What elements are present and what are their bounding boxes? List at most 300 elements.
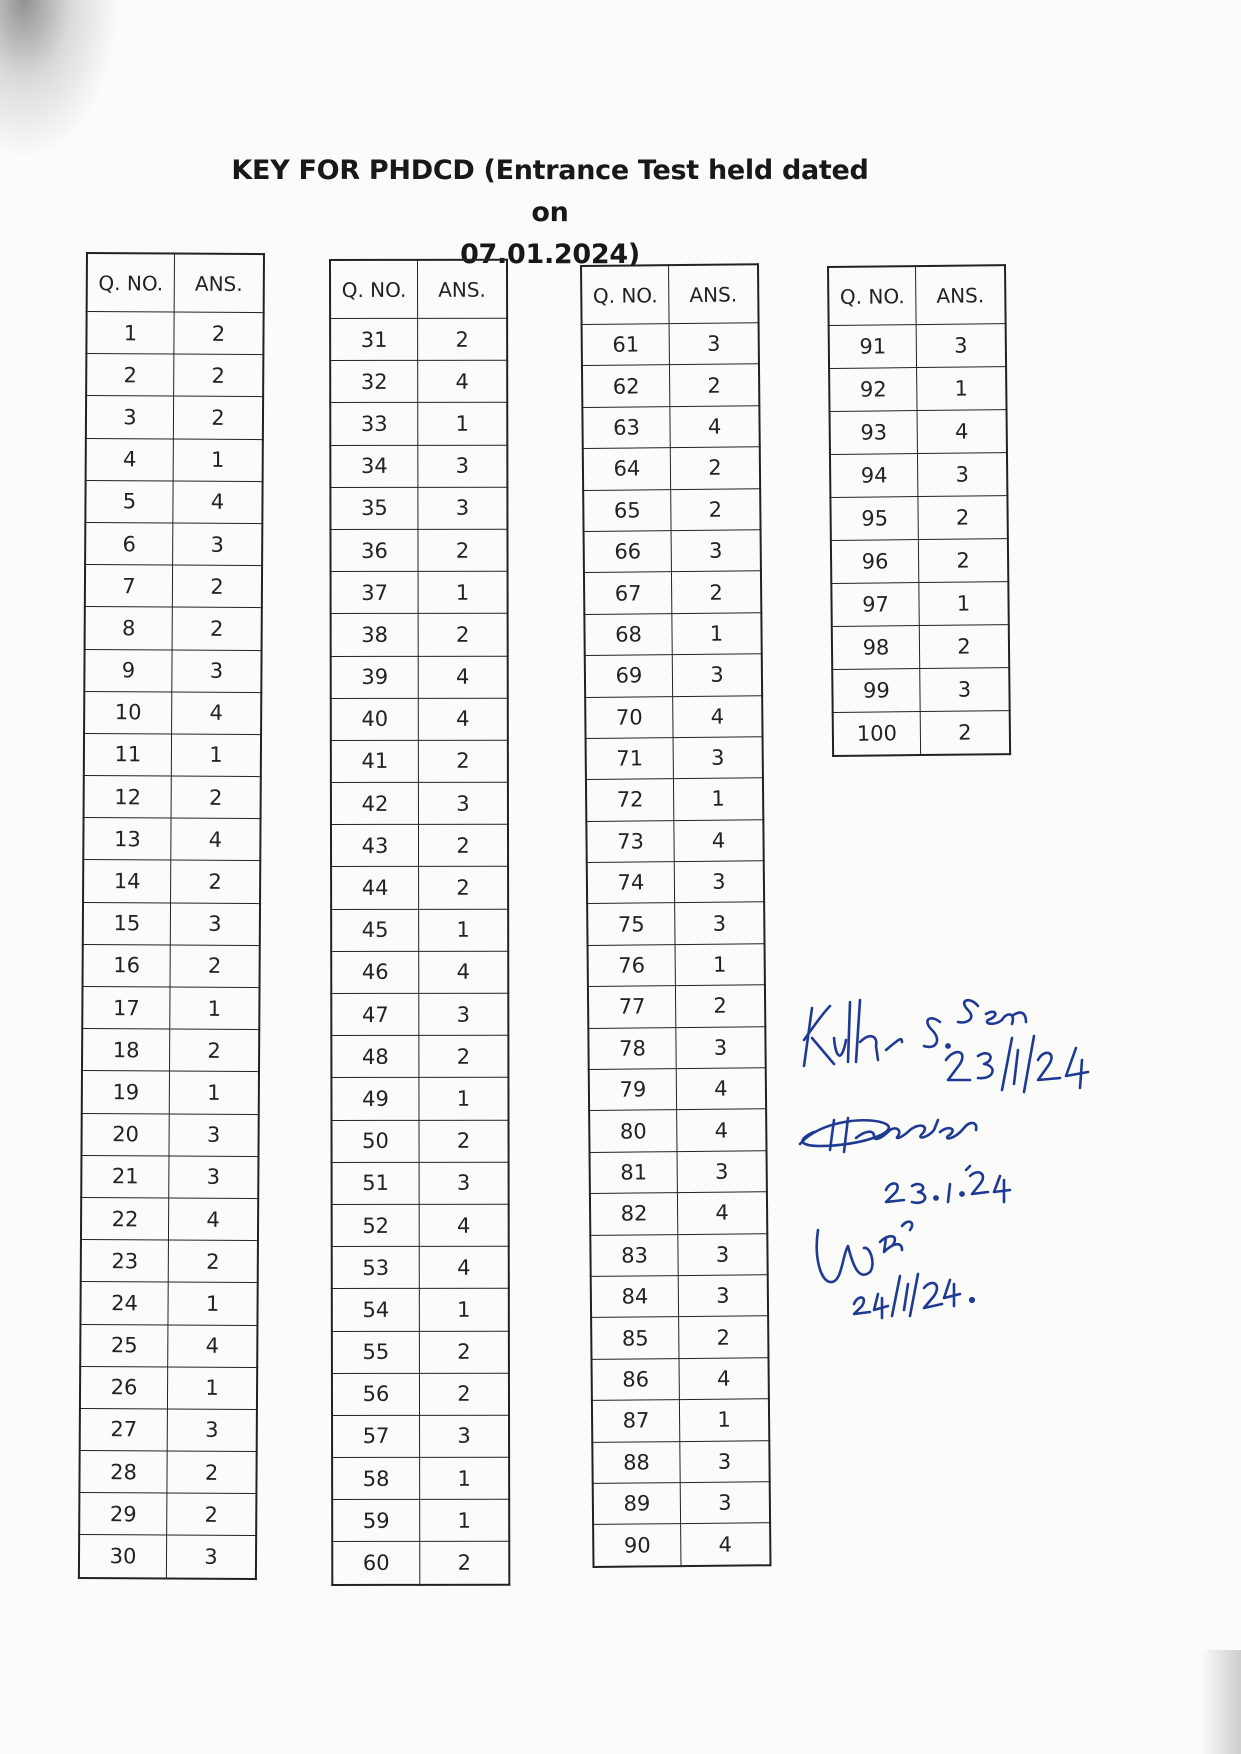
table-row [588, 1026, 765, 1069]
question-number-cell: 34 [330, 445, 418, 487]
table-row [85, 565, 262, 608]
question-number-cell: 46 [331, 951, 419, 993]
question-number-cell: 38 [331, 614, 419, 656]
answer-cell: 3 [420, 1415, 510, 1457]
answer-key-table-4 [827, 264, 1011, 757]
answer-cell: 4 [679, 1358, 769, 1400]
table-row [586, 778, 763, 821]
table-row [584, 530, 761, 573]
question-number-cell: 54 [332, 1289, 420, 1331]
ans-header: ANS. [174, 254, 264, 313]
table-row [332, 1331, 509, 1373]
answer-cell: 2 [172, 607, 262, 650]
table-row [80, 1324, 257, 1367]
question-number-cell: 36 [330, 529, 418, 571]
answer-cell: 2 [167, 1493, 257, 1536]
question-number-cell: 75 [587, 903, 675, 945]
answer-cell: 3 [166, 1535, 256, 1578]
table-row [86, 396, 263, 439]
question-number-cell: 14 [83, 860, 171, 903]
table-row [86, 312, 263, 355]
question-number-cell: 79 [589, 1069, 677, 1111]
question-number-cell: 29 [79, 1493, 167, 1536]
answer-cell: 3 [418, 782, 508, 824]
table-row [332, 1373, 509, 1415]
question-number-cell: 2 [86, 354, 174, 397]
question-number-cell: 43 [331, 825, 419, 867]
question-number-cell: 1 [86, 312, 174, 355]
table-row [84, 776, 261, 819]
question-number-cell: 9 [84, 649, 172, 692]
table-row [332, 1204, 509, 1246]
question-number-cell: 80 [589, 1110, 677, 1152]
table-row [587, 902, 764, 945]
table-row [332, 1542, 509, 1585]
question-number-cell: 25 [80, 1324, 168, 1367]
table-row [585, 654, 762, 697]
answer-key-table-2 [329, 259, 510, 1586]
question-number-cell: 85 [591, 1317, 679, 1359]
table-row [331, 740, 508, 782]
question-number-cell: 18 [82, 1029, 170, 1072]
table-row [582, 364, 759, 407]
table-row [331, 993, 508, 1035]
answer-cell: 4 [418, 698, 508, 740]
question-number-cell: 35 [330, 487, 418, 529]
table-row [85, 607, 262, 650]
answer-cell: 2 [418, 740, 508, 782]
question-number-cell: 8 [85, 607, 173, 650]
answer-cell: 3 [173, 523, 263, 566]
question-number-cell: 58 [332, 1457, 420, 1499]
table-row [332, 1162, 509, 1204]
answer-cell: 3 [167, 1409, 257, 1452]
table-row [589, 1068, 766, 1111]
table-row [592, 1358, 769, 1401]
question-number-cell: 73 [586, 820, 674, 862]
question-number-cell: 92 [829, 368, 917, 412]
question-number-cell: 52 [332, 1204, 420, 1246]
answer-cell: 2 [671, 488, 761, 530]
table-row [82, 986, 259, 1029]
table-row [590, 1233, 767, 1276]
table-row [83, 902, 260, 945]
ans-header: ANS. [916, 265, 1006, 324]
table-row [592, 1440, 769, 1483]
table-row [332, 1415, 509, 1457]
question-number-cell: 56 [332, 1373, 420, 1415]
table-row [86, 354, 263, 397]
question-number-cell: 33 [330, 403, 418, 445]
question-number-cell: 84 [591, 1276, 679, 1318]
answer-key-table-1 [78, 252, 265, 1580]
answer-cell: 1 [171, 734, 261, 777]
answer-cell: 4 [677, 1109, 767, 1151]
answer-cell: 2 [169, 1029, 259, 1072]
table-row [331, 782, 508, 824]
answer-cell: 3 [676, 1026, 766, 1068]
answer-cell: 3 [170, 903, 260, 946]
question-number-cell: 60 [332, 1542, 420, 1585]
table-row [591, 1275, 768, 1318]
answer-cell: 3 [419, 993, 509, 1035]
answer-cell: 1 [418, 403, 508, 445]
answer-cell: 3 [675, 902, 765, 944]
table-row [593, 1482, 770, 1525]
table-row [84, 649, 261, 692]
q-no-header: Q. NO. [581, 265, 669, 324]
table-row [593, 1523, 770, 1567]
question-number-cell: 64 [583, 448, 671, 490]
answer-cell: 1 [919, 582, 1009, 626]
answer-cell: 3 [677, 1151, 767, 1193]
table-row [833, 711, 1010, 756]
answer-cell: 2 [420, 1542, 510, 1585]
table-row [829, 324, 1006, 369]
question-number-cell: 12 [84, 776, 172, 819]
question-number-cell: 49 [331, 1078, 419, 1120]
question-number-cell: 44 [331, 867, 419, 909]
table-row [80, 1366, 257, 1409]
answer-cell: 1 [418, 571, 508, 613]
table-row [586, 819, 763, 862]
question-number-cell: 55 [332, 1331, 420, 1373]
ans-header: ANS. [669, 264, 759, 323]
table-row [332, 1289, 509, 1331]
table-row [85, 522, 262, 565]
table-row [590, 1151, 767, 1194]
answer-cell: 1 [170, 987, 260, 1030]
question-number-cell: 89 [593, 1483, 681, 1525]
question-number-cell: 98 [832, 626, 920, 670]
question-number-cell: 30 [79, 1535, 167, 1578]
answer-cell: 3 [169, 1114, 259, 1157]
answer-cell: 4 [171, 818, 261, 861]
table-row [80, 1408, 257, 1451]
table-row [330, 445, 507, 487]
answer-cell: 4 [168, 1325, 258, 1368]
signature-1 [804, 1000, 1088, 1092]
answer-cell: 4 [917, 410, 1007, 454]
question-number-cell: 87 [592, 1400, 680, 1442]
answer-cell: 2 [173, 396, 263, 439]
answer-cell: 3 [678, 1275, 768, 1317]
table-row [830, 453, 1007, 498]
question-number-cell: 62 [582, 365, 670, 407]
table-row [832, 625, 1009, 670]
question-number-cell: 57 [332, 1415, 420, 1457]
answer-cell: 3 [678, 1233, 768, 1275]
answer-cell: 3 [671, 530, 761, 572]
answer-cell: 1 [673, 778, 763, 820]
table-row [83, 944, 260, 987]
question-number-cell: 95 [830, 497, 918, 541]
answer-cell: 1 [917, 367, 1007, 411]
question-number-cell: 88 [592, 1441, 680, 1483]
answer-cell: 2 [419, 1331, 509, 1373]
q-no-header: Q. NO. [828, 266, 916, 325]
table-row [332, 1457, 509, 1499]
answer-cell: 1 [675, 944, 765, 986]
table-row [331, 909, 508, 951]
answer-cell: 1 [679, 1399, 769, 1441]
table-row [331, 867, 508, 909]
answer-cell: 3 [672, 654, 762, 696]
question-number-cell: 15 [83, 902, 171, 945]
signatures-block [790, 980, 1190, 1360]
answer-cell: 2 [669, 364, 759, 406]
question-number-cell: 47 [331, 993, 419, 1035]
answer-cell: 2 [419, 1373, 509, 1415]
table-row [80, 1282, 257, 1325]
answer-key-table-3 [580, 263, 771, 1567]
question-number-cell: 72 [586, 779, 674, 821]
question-number-cell: 65 [583, 489, 671, 531]
answer-cell: 3 [673, 737, 763, 779]
question-number-cell: 99 [832, 669, 920, 713]
answer-cell: 2 [918, 496, 1008, 540]
signature-3 [817, 1222, 974, 1318]
answer-cell: 2 [675, 985, 765, 1027]
table-row [830, 410, 1007, 455]
answer-cell: 2 [419, 867, 509, 909]
signature-2 [800, 1118, 1010, 1203]
table-row [81, 1240, 258, 1283]
question-number-cell: 19 [82, 1071, 170, 1114]
answer-cell: 4 [419, 951, 509, 993]
question-number-cell: 17 [82, 986, 170, 1029]
table-row [585, 695, 762, 738]
table-row [332, 1499, 509, 1541]
table-row [831, 539, 1008, 584]
table-row [330, 403, 507, 445]
question-number-cell: 96 [831, 540, 919, 584]
table-row [590, 1192, 767, 1235]
q-no-header: Q. NO. [330, 260, 418, 319]
answer-cell: 2 [168, 1240, 258, 1283]
question-number-cell: 100 [833, 712, 921, 756]
answer-cell: 4 [673, 695, 763, 737]
question-number-cell: 91 [829, 325, 917, 369]
answer-cell: 1 [173, 439, 263, 482]
table-row [584, 613, 761, 656]
document-title [230, 150, 870, 276]
question-number-cell: 97 [831, 583, 919, 627]
question-number-cell: 6 [85, 522, 173, 565]
question-number-cell: 31 [330, 318, 418, 360]
question-number-cell: 53 [332, 1246, 420, 1288]
answer-cell: 1 [419, 1289, 509, 1331]
question-number-cell: 20 [81, 1113, 169, 1156]
question-number-cell: 69 [585, 655, 673, 697]
answer-cell: 2 [419, 1035, 509, 1077]
question-number-cell: 21 [81, 1155, 169, 1198]
table-row [79, 1451, 256, 1494]
answer-cell: 3 [680, 1482, 770, 1524]
answer-cell: 1 [167, 1367, 257, 1410]
table-header-row [828, 265, 1006, 325]
answer-cell: 2 [171, 860, 261, 903]
table-row [82, 1029, 259, 1072]
question-number-cell: 86 [592, 1358, 680, 1400]
table-row [86, 438, 263, 481]
question-number-cell: 66 [584, 531, 672, 573]
question-number-cell: 94 [830, 454, 918, 498]
page-corner-shadow [0, 0, 120, 160]
question-number-cell: 28 [79, 1451, 167, 1494]
answer-cell: 3 [418, 445, 508, 487]
ans-header: ANS. [418, 260, 508, 319]
table-row [588, 944, 765, 987]
answer-cell: 2 [171, 776, 261, 819]
answer-cell: 3 [674, 861, 764, 903]
answer-cell: 2 [172, 565, 262, 608]
table-row [583, 447, 760, 490]
question-number-cell: 26 [80, 1366, 168, 1409]
table-header-row [330, 260, 507, 319]
answer-cell: 3 [669, 323, 759, 365]
question-number-cell: 4 [86, 438, 174, 481]
title-line-2: 07.01.2024) [460, 239, 640, 270]
title-line-1: KEY FOR PHDCD (Entrance Test held dated on [231, 155, 869, 228]
question-number-cell: 22 [81, 1197, 169, 1240]
question-number-cell: 68 [584, 613, 672, 655]
answer-cell: 3 [680, 1440, 770, 1482]
question-number-cell: 67 [584, 572, 672, 614]
table-row [85, 480, 262, 523]
table-row [331, 824, 508, 866]
question-number-cell: 27 [80, 1408, 168, 1451]
table-row [330, 529, 507, 571]
table-row [331, 1035, 508, 1077]
table-header-row [87, 253, 264, 313]
answer-cell: 4 [676, 1068, 766, 1110]
table-row [583, 488, 760, 531]
answer-cell: 1 [420, 1499, 510, 1541]
question-number-cell: 42 [331, 782, 419, 824]
question-number-cell: 41 [331, 740, 419, 782]
answer-cell: 4 [172, 692, 262, 735]
answer-cell: 1 [672, 613, 762, 655]
answer-cell: 3 [419, 1162, 509, 1204]
answer-cell: 2 [174, 354, 264, 397]
question-number-cell: 3 [86, 396, 174, 439]
answer-cell: 4 [419, 1204, 509, 1246]
table-row [81, 1155, 258, 1198]
answer-cell: 3 [418, 487, 508, 529]
question-number-cell: 83 [590, 1234, 678, 1276]
answer-cell: 4 [419, 1246, 509, 1288]
answer-cell: 2 [170, 945, 260, 988]
answer-cell: 2 [671, 571, 761, 613]
answer-cell: 4 [173, 481, 263, 524]
answer-cell: 3 [172, 650, 262, 693]
table-row [587, 861, 764, 904]
table-row [832, 668, 1009, 713]
question-number-cell: 39 [331, 656, 419, 698]
answer-cell: 2 [918, 539, 1008, 583]
question-number-cell: 63 [582, 406, 670, 448]
page-edge-shadow [1201, 1650, 1241, 1754]
question-number-cell: 32 [330, 361, 418, 403]
answer-cell: 1 [169, 1071, 259, 1114]
question-number-cell: 77 [588, 986, 676, 1028]
table-row [331, 951, 508, 993]
question-number-cell: 40 [331, 698, 419, 740]
question-number-cell: 90 [593, 1524, 681, 1567]
table-row [584, 571, 761, 614]
answer-cell: 2 [670, 447, 760, 489]
answer-cell: 3 [917, 453, 1007, 497]
answer-cell: 1 [420, 1457, 510, 1499]
table-row [330, 318, 507, 360]
answer-cell: 2 [418, 529, 508, 571]
table-row [330, 487, 507, 529]
answer-cell: 4 [674, 819, 764, 861]
question-number-cell: 70 [585, 696, 673, 738]
question-number-cell: 93 [830, 411, 918, 455]
question-number-cell: 50 [332, 1120, 420, 1162]
q-no-header: Q. NO. [87, 253, 175, 312]
question-number-cell: 5 [85, 480, 173, 523]
question-number-cell: 74 [587, 862, 675, 904]
answer-cell: 2 [679, 1316, 769, 1358]
answer-cell: 4 [168, 1198, 258, 1241]
table-row [84, 691, 261, 734]
table-row [829, 367, 1006, 412]
question-number-cell: 11 [84, 733, 172, 776]
table-row [79, 1493, 256, 1536]
table-header-row [581, 264, 759, 324]
table-row [84, 733, 261, 776]
table-row [586, 737, 763, 780]
answer-cell: 2 [418, 824, 508, 866]
table-row [332, 1120, 509, 1162]
table-row [592, 1399, 769, 1442]
table-row [331, 698, 508, 740]
answer-cell: 2 [174, 312, 264, 355]
table-row [83, 860, 260, 903]
question-number-cell: 7 [85, 565, 173, 608]
table-row [79, 1535, 256, 1579]
answer-cell: 2 [920, 711, 1010, 755]
question-number-cell: 81 [590, 1151, 678, 1193]
answer-cell: 2 [418, 614, 508, 656]
question-number-cell: 23 [81, 1240, 169, 1283]
question-number-cell: 13 [83, 818, 171, 861]
question-number-cell: 76 [588, 944, 676, 986]
table-row [81, 1113, 258, 1156]
question-number-cell: 82 [590, 1193, 678, 1235]
answer-cell: 4 [670, 406, 760, 448]
table-row [831, 582, 1008, 627]
answer-cell: 3 [169, 1156, 259, 1199]
answer-cell: 4 [418, 656, 508, 698]
answer-cell: 2 [419, 1120, 509, 1162]
table-row [81, 1197, 258, 1240]
answer-cell: 4 [418, 360, 508, 402]
question-number-cell: 61 [582, 324, 670, 366]
answer-cell: 2 [418, 318, 508, 360]
question-number-cell: 16 [83, 944, 171, 987]
table-row [591, 1316, 768, 1359]
question-number-cell: 45 [331, 909, 419, 951]
answer-cell: 1 [419, 909, 509, 951]
table-row [330, 360, 507, 402]
table-row [582, 323, 759, 366]
answer-cell: 4 [677, 1192, 767, 1234]
table-row [331, 656, 508, 698]
